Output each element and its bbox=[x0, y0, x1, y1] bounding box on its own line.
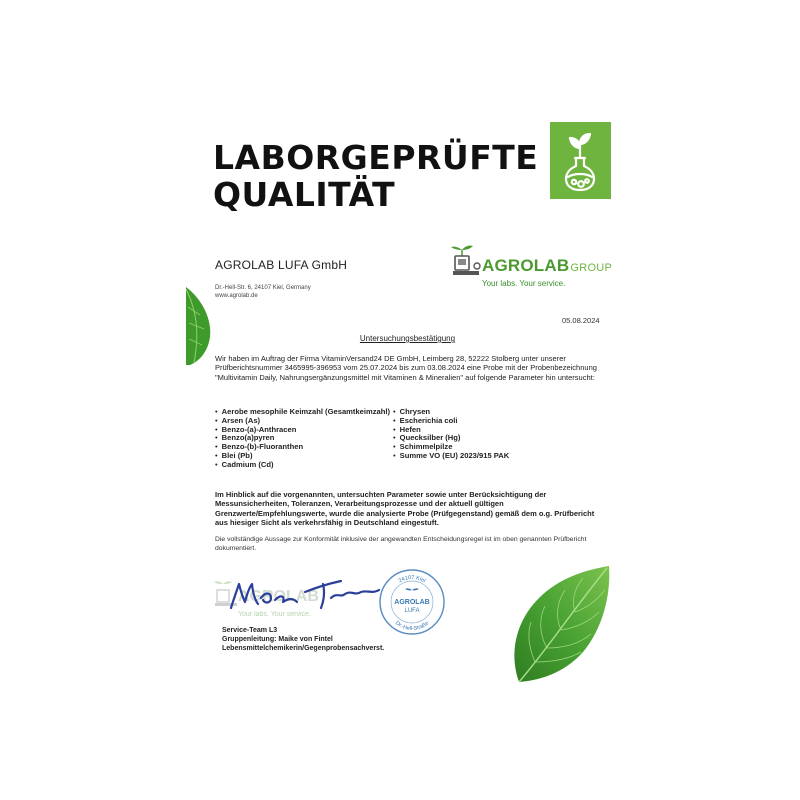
parameter-list-right bbox=[393, 408, 593, 461]
svg-text:Dr.-Hell-Straße bbox=[394, 620, 430, 632]
parameter-item: • Hefen bbox=[393, 426, 593, 435]
headline bbox=[213, 139, 538, 213]
parameter-item: • Cadmium (Cd) bbox=[215, 461, 393, 470]
headline-line-2: QUALITÄT bbox=[213, 175, 396, 214]
lab-flask-sprout-icon bbox=[550, 122, 611, 199]
parameter-item: • Summe VO (EU) 2023/915 PAK bbox=[393, 452, 593, 461]
leaf-decoration-left bbox=[186, 285, 212, 367]
official-stamp bbox=[377, 567, 447, 637]
parameter-item: • Quecksilber (Hg) bbox=[393, 434, 593, 443]
company-name: AGROLAB LUFA GmbH bbox=[215, 258, 348, 272]
svg-text:24107 Kiel bbox=[398, 575, 427, 584]
parameter-item: • Escherichia coli bbox=[393, 417, 593, 426]
parameter-item: • Arsen (As) bbox=[215, 417, 393, 426]
parameter-item: • Benzo-(a)-Anthracen bbox=[215, 426, 393, 435]
parameter-list-left bbox=[215, 408, 393, 470]
group-lead: Gruppenleitung: Maike von Fintel bbox=[222, 636, 333, 643]
intro-paragraph: Wir haben im Auftrag der Firma VitaminVersand24 DE GmbH, Leimberg 28, 52222 Stolberg unter unserer Prüfberichtsnummer 3465995-396953 vom 25.07.2024 bis zum 03.08.2024 eine Probe mit der Probenbezeichnung "Multivitamin Daily, Nahrungsergänzungsmittel mit Vitaminen & Mineralien" auf folgende Parameter hin untersucht: bbox=[215, 354, 597, 382]
parameter-item: • Aerobe mesophile Keimzahl (Gesamtkeimzahl) bbox=[215, 408, 393, 417]
leaf-decoration-right bbox=[505, 564, 615, 684]
logo-wordmark: AGROLABGROUP bbox=[482, 256, 613, 275]
logo-tagline: Your labs. Your service. bbox=[482, 279, 566, 288]
website: www.agrolab.de bbox=[215, 292, 258, 299]
conformity-note: Die vollständige Aussage zur Konformität inklusive der angewandten Entscheidungsregel ist im oben genannten Prüfbericht dokumentiert. bbox=[215, 536, 587, 552]
conclusion-paragraph: Im Hinblick auf die vorgenannten, untersuchten Parameter sowie unter Berücksichtigung der Messunsicherheiten, Toleranzen, Verarbeitungsprozesse und der aktuell gültigen Grenzwerte/Empfehlungswerte, wurde die analysierte Probe (Prüfgegenstand) gemäß dem o.g. Prüfbericht aus hiesiger Sicht als verkehrsfähig in Deutschland eingestuft. bbox=[215, 490, 595, 527]
watermark-tagline: Your labs. Your service. bbox=[238, 611, 311, 618]
company-address bbox=[215, 285, 311, 300]
stamp-top-text: 24107 Kiel bbox=[397, 574, 427, 585]
stamp-lufa: LUFA bbox=[404, 608, 420, 614]
document-date: 05.08.2024 bbox=[562, 316, 600, 325]
parameter-item: • Chrysen bbox=[393, 408, 593, 417]
stamp-bottom-text: Dr.-Hell-Straße bbox=[393, 620, 431, 633]
signatory-role: Lebensmittelchemikerin/Gegenprobensachverst. bbox=[222, 645, 385, 652]
lab-badge bbox=[550, 122, 611, 199]
document-title: Untersuchungsbestätigung bbox=[359, 334, 456, 343]
service-team: Service-Team L3 bbox=[222, 627, 278, 634]
handwritten-signature bbox=[225, 568, 385, 616]
signatory-block bbox=[222, 626, 384, 653]
headline-line-1: LABORGEPRÜFTE bbox=[213, 138, 539, 177]
logo-group: GROUP bbox=[570, 262, 613, 274]
stamp-company: AGROLAB bbox=[394, 599, 430, 606]
parameter-item: • Benzo(a)pyren bbox=[215, 434, 393, 443]
parameter-item: • Benzo-(b)-Fluoranthen bbox=[215, 443, 393, 452]
watermark-wordmark: AGROLAB bbox=[238, 588, 319, 605]
parameter-item: • Schimmelpilze bbox=[393, 443, 593, 452]
address-line: Dr.-Hell-Str. 6, 24107 Kiel, Germany bbox=[215, 285, 311, 291]
parameter-item: • Blei (Pb) bbox=[215, 452, 393, 461]
